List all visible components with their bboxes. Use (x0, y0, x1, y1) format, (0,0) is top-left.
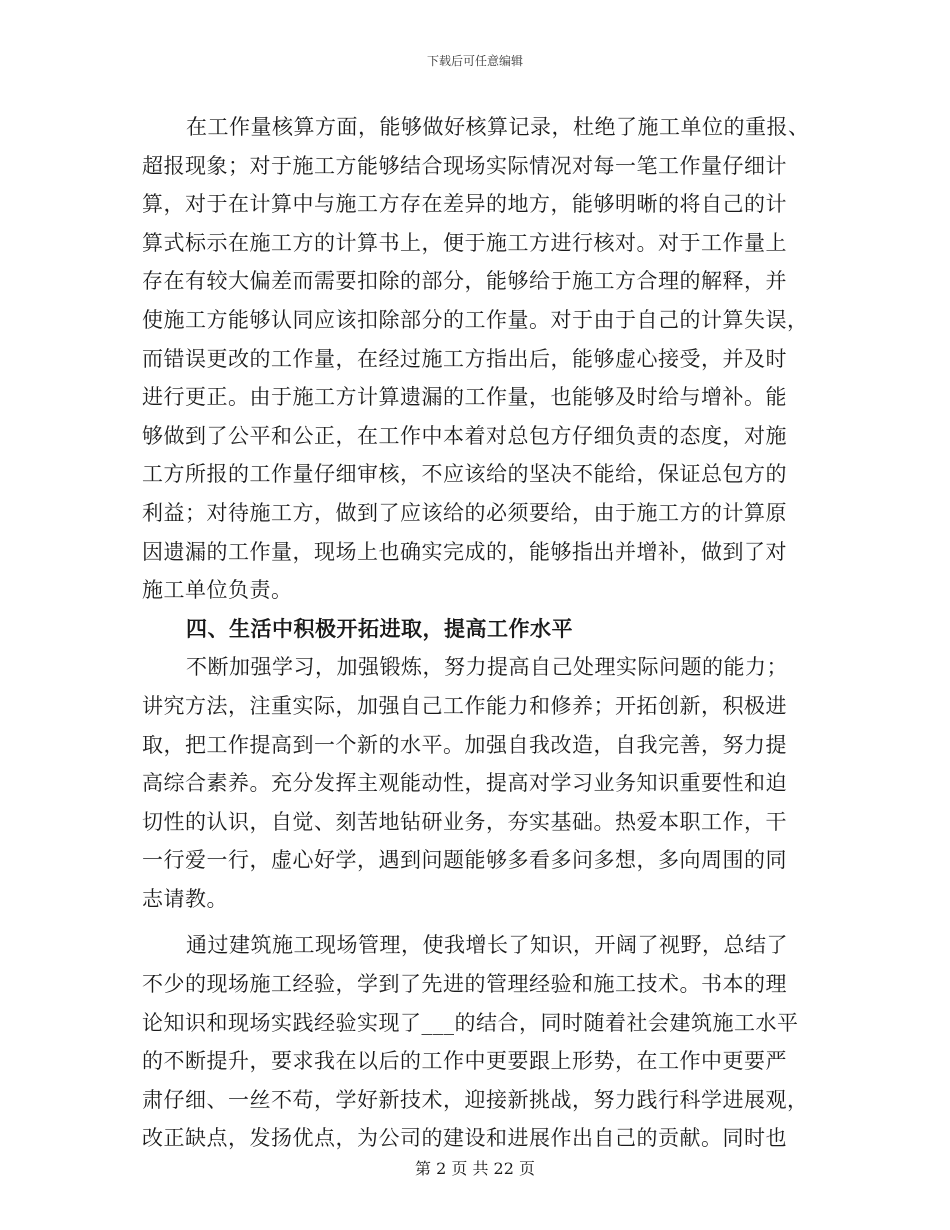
text-line: 高综合素养。充分发挥主观能动性，提高对学习业务知识重要性和迫 (142, 771, 787, 796)
paragraph-3 (142, 926, 810, 1158)
paragraph-1 (142, 108, 810, 610)
text-line: 志请教。 (142, 886, 228, 911)
page-number: 第 2 页 共 22 页 (415, 1159, 535, 1178)
text-line: 超报现象；对于施工方能够结合现场实际情况对每一笔工作量仔细计 (142, 153, 787, 178)
text-line: 不少的现场施工经验，学到了先进的管理经验和施工技术。书本的理 (142, 972, 787, 997)
text-line: 因遗漏的工作量，现场上也确实完成的，能够指出并增补，做到了对 (142, 539, 787, 564)
text-line: 通过建筑施工现场管理，使我增长了知识，开阔了视野，总结了 (186, 933, 788, 958)
heading-text: 四、生活中积极开拓进取，提高工作水平 (186, 616, 573, 641)
document-body (142, 108, 810, 1158)
text-line: 不断加强学习，加强锻炼，努力提高自己处理实际问题的能力； (186, 655, 788, 680)
text-line: 使施工方能够认同应该扣除部分的工作量。对于由于自己的计算失误， (142, 307, 809, 332)
text-line: 而错误更改的工作量，在经过施工方指出后，能够虚心接受，并及时 (142, 346, 787, 371)
text-line: 进行更正。由于施工方计算遗漏的工作量，也能够及时给与增补。能 (142, 385, 787, 410)
text-line: 工方所报的工作量仔细审核，不应该给的坚决不能给，保证总包方的 (142, 462, 787, 487)
text-line: 算，对于在计算中与施工方存在差异的地方，能够明晰的将自己的计 (142, 192, 787, 217)
text-line: 取，把工作提高到一个新的水平。加强自我改造，自我完善，努力提 (142, 732, 787, 757)
text-line: 改正缺点，发扬优点，为公司的建设和进展作出自己的贡献。同时也 (142, 1126, 787, 1151)
section-heading (142, 610, 810, 649)
text-line: 的不断提升，要求我在以后的工作中更要跟上形势，在工作中更要严 (142, 1049, 787, 1074)
text-line: 存在有较大偏差而需要扣除的部分，能够给于施工方合理的解释，并 (142, 269, 787, 294)
text-line: 论知识和现场实践经验实现了___的结合，同时随着社会建筑施工水平 (142, 1010, 799, 1035)
page-footer (0, 1156, 950, 1179)
page-header (0, 52, 950, 69)
text-line: 利益；对待施工方，做到了应该给的必须要给，由于施工方的计算原 (142, 500, 787, 525)
text-line: 施工单位负责。 (142, 578, 293, 603)
text-line: 够做到了公平和公正，在工作中本着对总包方仔细负责的态度，对施 (142, 423, 787, 448)
header-note: 下载后可任意编辑 (426, 54, 523, 68)
text-line: 讲究方法，注重实际，加强自己工作能力和修养；开拓创新，积极进 (142, 693, 787, 718)
text-line: 在工作量核算方面，能够做好核算记录，杜绝了施工单位的重报、 (186, 115, 810, 139)
text-line: 肃仔细、一丝不苟，学好新技术，迎接新挑战，努力践行科学进展观， (142, 1087, 809, 1112)
text-line: 算式标示在施工方的计算书上，便于施工方进行核对。对于工作量上 (142, 230, 787, 255)
text-line: 切性的认识，自觉、刻苦地钻研业务，夯实基础。热爱本职工作，干 (142, 809, 787, 834)
text-line: 一行爱一行，虚心好学，遇到问题能够多看多问多想，多向周围的同 (142, 848, 787, 873)
paragraph-2 (142, 648, 810, 918)
